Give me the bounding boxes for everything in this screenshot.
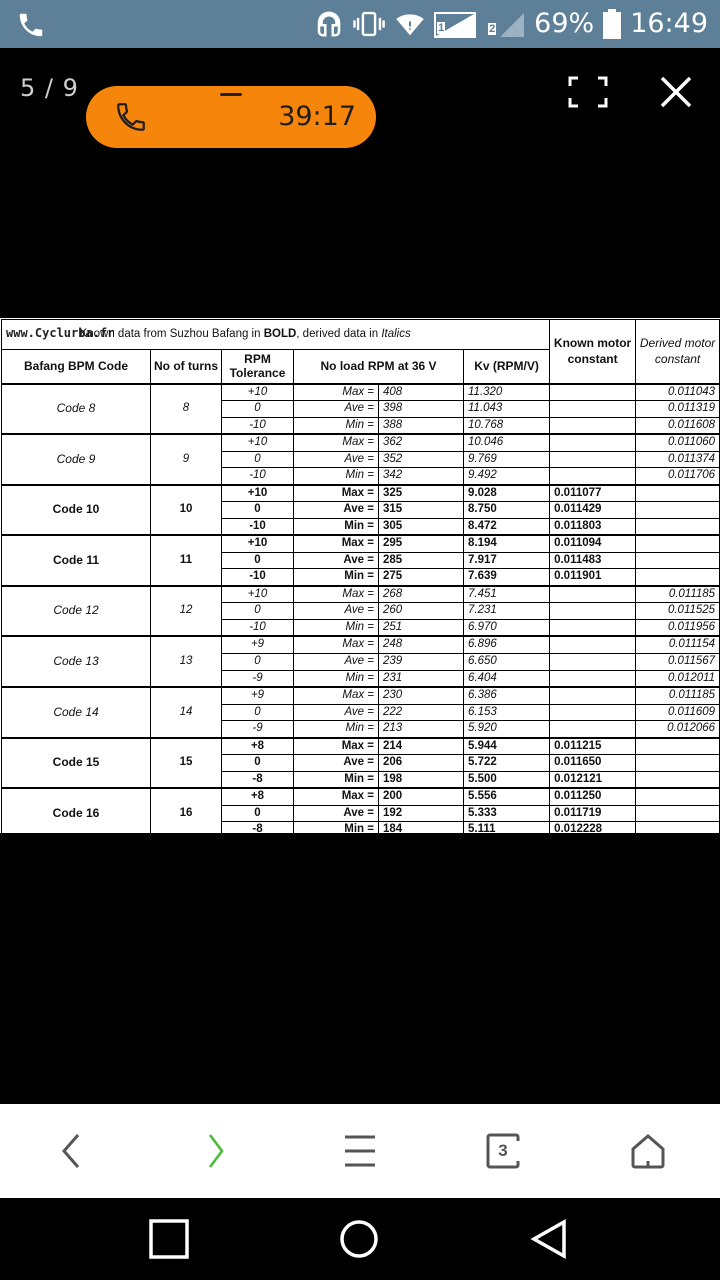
chevron-left-icon[interactable] xyxy=(52,1131,92,1171)
code-cell: Code 11 xyxy=(2,535,151,586)
derived-constant-cell xyxy=(636,805,720,822)
kv-cell: 8.472 xyxy=(464,518,550,535)
rpm-value-cell: 352 xyxy=(379,451,464,468)
rpm-label-cell: Min = xyxy=(294,670,379,687)
rpm-value-cell: 213 xyxy=(379,721,464,738)
known-constant-cell: 0.011650 xyxy=(550,755,636,772)
rpm-value-cell: 214 xyxy=(379,738,464,755)
tolerance-cell: 0 xyxy=(222,653,294,670)
notice-cell xyxy=(2,320,550,350)
known-constant-cell xyxy=(550,384,636,401)
known-constant-cell: 0.011094 xyxy=(550,535,636,552)
derived-constant-cell: 0.011185 xyxy=(636,586,720,603)
rpm-value-cell: 362 xyxy=(379,434,464,451)
rpm-label-cell: Ave = xyxy=(294,401,379,418)
derived-constant-cell xyxy=(636,788,720,805)
header-code: Bafang BPM Code xyxy=(2,350,151,384)
rpm-label-cell: Min = xyxy=(294,822,379,833)
kv-cell: 7.917 xyxy=(464,552,550,569)
rpm-value-cell: 268 xyxy=(379,586,464,603)
known-constant-cell: 0.011077 xyxy=(550,485,636,502)
rpm-value-cell: 231 xyxy=(379,670,464,687)
kv-cell: 9.028 xyxy=(464,485,550,502)
kv-cell: 9.769 xyxy=(464,451,550,468)
turns-cell: 9 xyxy=(151,434,222,485)
derived-constant-cell: 0.011706 xyxy=(636,468,720,485)
table-row xyxy=(2,384,720,401)
tolerance-cell: 0 xyxy=(222,401,294,418)
rpm-value-cell: 198 xyxy=(379,771,464,788)
table-body xyxy=(2,384,720,834)
known-constant-cell: 0.011483 xyxy=(550,552,636,569)
kv-cell: 10.046 xyxy=(464,434,550,451)
kv-cell: 5.556 xyxy=(464,788,550,805)
tolerance-cell: 0 xyxy=(222,603,294,620)
derived-constant-cell: 0.011319 xyxy=(636,401,720,418)
notice-prefix: Known data from Suzhou Bafang in xyxy=(79,328,264,341)
square-icon[interactable] xyxy=(148,1218,190,1260)
kv-cell: 7.639 xyxy=(464,569,550,586)
tolerance-cell: -10 xyxy=(222,569,294,586)
rpm-value-cell: 222 xyxy=(379,704,464,721)
kv-cell: 7.231 xyxy=(464,603,550,620)
kv-cell: 5.333 xyxy=(464,805,550,822)
signal-sim1 xyxy=(434,9,478,39)
kv-cell: 9.492 xyxy=(464,468,550,485)
turns-cell: 10 xyxy=(151,485,222,536)
known-constant-cell xyxy=(550,670,636,687)
derived-constant-cell xyxy=(636,502,720,519)
tolerance-cell: 0 xyxy=(222,552,294,569)
phone-icon xyxy=(16,10,46,40)
triangle-back-icon[interactable] xyxy=(528,1218,570,1260)
table-row xyxy=(2,738,720,755)
rpm-value-cell: 285 xyxy=(379,552,464,569)
tolerance-cell: -10 xyxy=(222,468,294,485)
rpm-label-cell: Ave = xyxy=(294,603,379,620)
rpm-label-cell: Ave = xyxy=(294,653,379,670)
known-constant-cell xyxy=(550,721,636,738)
motor-data-table xyxy=(1,319,720,833)
known-constant-cell xyxy=(550,653,636,670)
table-row xyxy=(2,434,720,451)
close-icon[interactable] xyxy=(658,74,694,110)
rpm-value-cell: 342 xyxy=(379,468,464,485)
tolerance-cell: -10 xyxy=(222,518,294,535)
kv-cell: 10.768 xyxy=(464,417,550,434)
kv-cell: 11.320 xyxy=(464,384,550,401)
tolerance-cell: -9 xyxy=(222,721,294,738)
chevron-right-icon[interactable] xyxy=(196,1131,236,1171)
notice-italic: Italics xyxy=(381,328,411,341)
known-constant-cell xyxy=(550,687,636,704)
code-cell: Code 15 xyxy=(2,738,151,789)
derived-constant-cell: 0.011043 xyxy=(636,384,720,401)
rpm-value-cell: 251 xyxy=(379,619,464,636)
table-row xyxy=(2,535,720,552)
known-constant-cell xyxy=(550,619,636,636)
header-tolerance: RPM Tolerance xyxy=(222,350,294,384)
derived-constant-cell: 0.011185 xyxy=(636,687,720,704)
derived-constant-cell: 0.011567 xyxy=(636,653,720,670)
tolerance-cell: 0 xyxy=(222,704,294,721)
derived-constant-cell xyxy=(636,771,720,788)
rpm-label-cell: Max = xyxy=(294,738,379,755)
known-constant-cell xyxy=(550,586,636,603)
rpm-value-cell: 398 xyxy=(379,401,464,418)
rpm-label-cell: Min = xyxy=(294,619,379,636)
wifi-icon xyxy=(394,9,426,39)
derived-constant-cell: 0.011060 xyxy=(636,434,720,451)
sim1-label: 1 xyxy=(438,22,445,34)
tolerance-cell: +10 xyxy=(222,586,294,603)
rpm-label-cell: Min = xyxy=(294,417,379,434)
header-derived: Derived motor constant xyxy=(636,320,720,384)
rpm-label-cell: Max = xyxy=(294,535,379,552)
rpm-label-cell: Max = xyxy=(294,485,379,502)
known-constant-cell xyxy=(550,417,636,434)
derived-constant-cell: 0.012066 xyxy=(636,721,720,738)
kv-cell: 5.722 xyxy=(464,755,550,772)
rpm-value-cell: 239 xyxy=(379,653,464,670)
code-cell: Code 14 xyxy=(2,687,151,738)
headset-icon xyxy=(314,9,344,39)
kv-cell: 6.650 xyxy=(464,653,550,670)
known-constant-cell: 0.011250 xyxy=(550,788,636,805)
known-constant-cell: 0.011429 xyxy=(550,502,636,519)
rpm-label-cell: Ave = xyxy=(294,502,379,519)
derived-constant-cell: 0.011154 xyxy=(636,636,720,653)
kv-cell: 8.750 xyxy=(464,502,550,519)
watermark: www.Cyclurba.fr xyxy=(6,326,115,341)
ongoing-call-pill[interactable] xyxy=(86,86,376,148)
kv-cell: 6.404 xyxy=(464,670,550,687)
kv-cell: 5.111 xyxy=(464,822,550,833)
rpm-label-cell: Max = xyxy=(294,788,379,805)
turns-cell: 13 xyxy=(151,636,222,687)
tolerance-cell: +8 xyxy=(222,738,294,755)
tolerance-cell: +10 xyxy=(222,485,294,502)
code-cell: Code 12 xyxy=(2,586,151,637)
derived-constant-cell xyxy=(636,552,720,569)
table-row xyxy=(2,687,720,704)
known-constant-cell: 0.011901 xyxy=(550,569,636,586)
turns-cell: 11 xyxy=(151,535,222,586)
table-row xyxy=(2,485,720,502)
tolerance-cell: -10 xyxy=(222,619,294,636)
tolerance-cell: 0 xyxy=(222,755,294,772)
tab-count: 3 xyxy=(498,1141,508,1160)
rpm-value-cell: 206 xyxy=(379,755,464,772)
tolerance-cell: -10 xyxy=(222,417,294,434)
notice-row xyxy=(2,320,720,350)
tolerance-cell: -8 xyxy=(222,771,294,788)
kv-cell: 5.500 xyxy=(464,771,550,788)
rpm-label-cell: Max = xyxy=(294,586,379,603)
code-cell: Code 10 xyxy=(2,485,151,536)
rpm-label-cell: Min = xyxy=(294,468,379,485)
notice-bold: BOLD xyxy=(263,328,297,341)
fullscreen-icon[interactable] xyxy=(568,76,608,108)
system-nav-bar xyxy=(0,1198,720,1280)
notice-mid: , derived data in xyxy=(296,328,382,341)
code-cell: Code 16 xyxy=(2,788,151,833)
known-constant-cell: 0.011215 xyxy=(550,738,636,755)
phone-icon xyxy=(114,100,148,134)
known-constant-cell xyxy=(550,636,636,653)
kv-cell: 8.194 xyxy=(464,535,550,552)
battery-icon xyxy=(602,8,622,40)
rpm-value-cell: 200 xyxy=(379,788,464,805)
derived-constant-cell xyxy=(636,755,720,772)
rpm-value-cell: 305 xyxy=(379,518,464,535)
rpm-label-cell: Max = xyxy=(294,384,379,401)
table-row xyxy=(2,636,720,653)
tolerance-cell: 0 xyxy=(222,805,294,822)
derived-constant-cell xyxy=(636,535,720,552)
derived-constant-cell: 0.011608 xyxy=(636,417,720,434)
kv-cell: 11.043 xyxy=(464,401,550,418)
turns-cell: 12 xyxy=(151,586,222,637)
rpm-label-cell: Min = xyxy=(294,721,379,738)
kv-cell: 5.920 xyxy=(464,721,550,738)
code-cell: Code 8 xyxy=(2,384,151,435)
kv-cell: 5.944 xyxy=(464,738,550,755)
kv-cell: 7.451 xyxy=(464,586,550,603)
rpm-value-cell: 325 xyxy=(379,485,464,502)
rpm-label-cell: Ave = xyxy=(294,552,379,569)
kv-cell: 6.970 xyxy=(464,619,550,636)
header-known: Known motor constant xyxy=(550,320,636,384)
derived-constant-cell xyxy=(636,822,720,833)
known-constant-cell xyxy=(550,434,636,451)
tabs-button[interactable] xyxy=(484,1131,524,1171)
tolerance-cell: -9 xyxy=(222,670,294,687)
turns-cell: 16 xyxy=(151,788,222,833)
battery-percent: 69% xyxy=(534,8,595,39)
tolerance-cell: +8 xyxy=(222,788,294,805)
kv-cell: 6.896 xyxy=(464,636,550,653)
menu-icon[interactable] xyxy=(340,1131,380,1171)
header-turns: No of turns xyxy=(151,350,222,384)
header-noload: No load RPM at 36 V xyxy=(294,350,464,384)
kv-cell: 6.386 xyxy=(464,687,550,704)
rpm-value-cell: 275 xyxy=(379,569,464,586)
derived-constant-cell: 0.011525 xyxy=(636,603,720,620)
rpm-label-cell: Ave = xyxy=(294,755,379,772)
turns-cell: 15 xyxy=(151,738,222,789)
tolerance-cell: +9 xyxy=(222,636,294,653)
known-constant-cell xyxy=(550,603,636,620)
tolerance-cell: 0 xyxy=(222,502,294,519)
rpm-label-cell: Ave = xyxy=(294,451,379,468)
signal-sim2 xyxy=(486,9,526,39)
vibrate-icon xyxy=(352,9,386,39)
rpm-value-cell: 315 xyxy=(379,502,464,519)
known-constant-cell xyxy=(550,401,636,418)
derived-constant-cell: 0.011374 xyxy=(636,451,720,468)
rpm-label-cell: Max = xyxy=(294,636,379,653)
rpm-label-cell: Max = xyxy=(294,687,379,704)
status-icons xyxy=(314,0,708,48)
tolerance-cell: -8 xyxy=(222,822,294,833)
circle-icon[interactable] xyxy=(338,1218,380,1260)
derived-constant-cell xyxy=(636,569,720,586)
table-row xyxy=(2,788,720,805)
turns-cell: 8 xyxy=(151,384,222,435)
kv-cell: 6.153 xyxy=(464,704,550,721)
derived-constant-cell xyxy=(636,738,720,755)
rpm-label-cell: Ave = xyxy=(294,805,379,822)
rpm-value-cell: 295 xyxy=(379,535,464,552)
browser-nav-bar xyxy=(0,1104,720,1198)
code-cell: Code 9 xyxy=(2,434,151,485)
known-constant-cell xyxy=(550,451,636,468)
call-timer: 39:17 xyxy=(278,101,356,132)
derived-constant-cell: 0.011956 xyxy=(636,619,720,636)
rpm-value-cell: 192 xyxy=(379,805,464,822)
rpm-value-cell: 408 xyxy=(379,384,464,401)
known-constant-cell: 0.011719 xyxy=(550,805,636,822)
header-kv: Kv (RPM/V) xyxy=(464,350,550,384)
rpm-label-cell: Min = xyxy=(294,569,379,586)
rpm-label-cell: Max = xyxy=(294,434,379,451)
table-row xyxy=(2,586,720,603)
sim2-label: 2 xyxy=(489,23,496,35)
rpm-label-cell: Min = xyxy=(294,771,379,788)
tolerance-cell: +10 xyxy=(222,434,294,451)
tolerance-cell: +10 xyxy=(222,384,294,401)
rpm-value-cell: 260 xyxy=(379,603,464,620)
derived-constant-cell: 0.011609 xyxy=(636,704,720,721)
rpm-value-cell: 184 xyxy=(379,822,464,833)
home-icon[interactable] xyxy=(628,1131,668,1171)
derived-constant-cell xyxy=(636,518,720,535)
image-counter: 5 / 9 xyxy=(20,74,79,102)
tolerance-cell: +9 xyxy=(222,687,294,704)
rpm-label-cell: Ave = xyxy=(294,704,379,721)
drag-handle[interactable] xyxy=(220,93,242,96)
known-constant-cell: 0.012121 xyxy=(550,771,636,788)
status-bar xyxy=(0,0,720,48)
tolerance-cell: +10 xyxy=(222,535,294,552)
clock: 16:49 xyxy=(630,8,708,39)
rpm-value-cell: 248 xyxy=(379,636,464,653)
known-constant-cell: 0.012228 xyxy=(550,822,636,833)
known-constant-cell xyxy=(550,704,636,721)
known-constant-cell: 0.011803 xyxy=(550,518,636,535)
rpm-label-cell: Min = xyxy=(294,518,379,535)
derived-constant-cell xyxy=(636,485,720,502)
tolerance-cell: 0 xyxy=(222,451,294,468)
turns-cell: 14 xyxy=(151,687,222,738)
code-cell: Code 13 xyxy=(2,636,151,687)
rpm-value-cell: 230 xyxy=(379,687,464,704)
rpm-value-cell: 388 xyxy=(379,417,464,434)
derived-constant-cell: 0.012011 xyxy=(636,670,720,687)
known-constant-cell xyxy=(550,468,636,485)
document-image xyxy=(0,318,720,833)
